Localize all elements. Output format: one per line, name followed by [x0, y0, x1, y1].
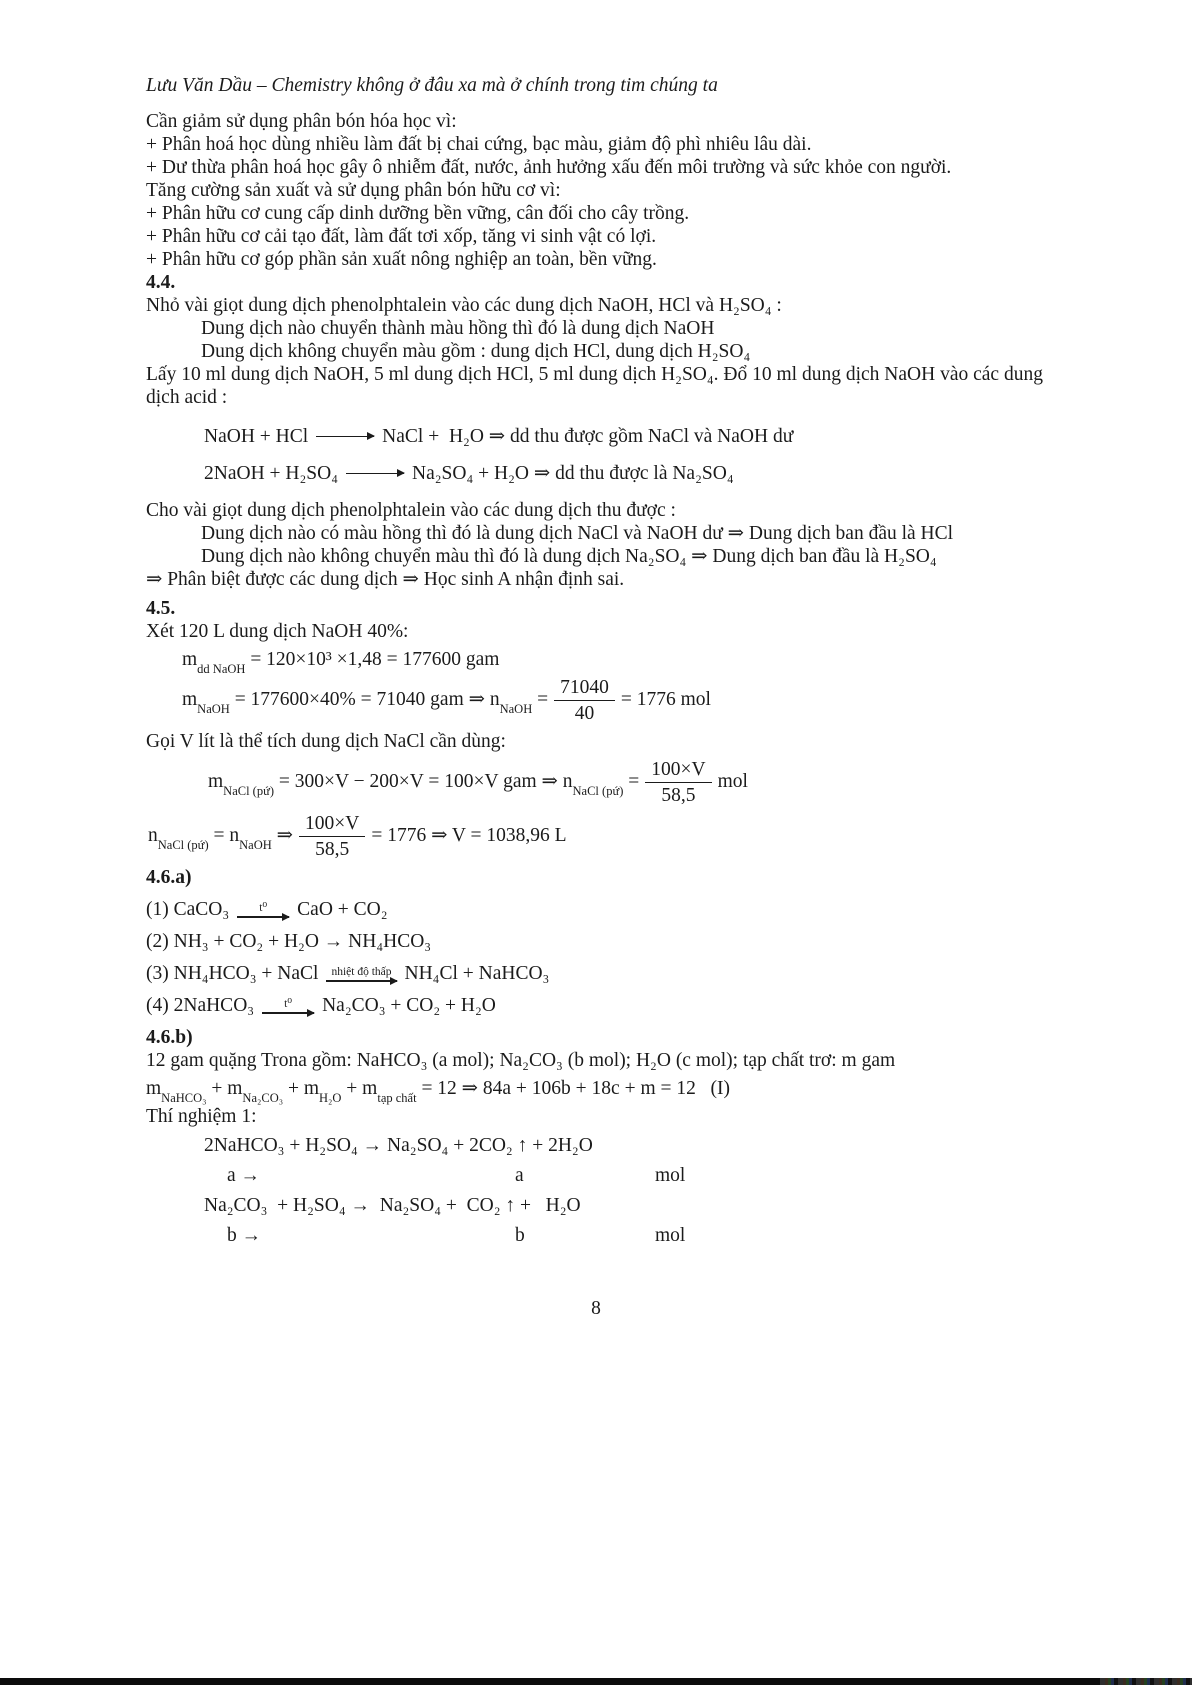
- formula-symbol: n: [148, 824, 158, 846]
- formula-body: = 120×10³ ×1,48 = 177600 gam: [245, 649, 500, 670]
- equation-na2co3-h2so4: Na₂CO₃ + H₂SO₄ → Na₂SO₄ + CO₂ ↑ + H₂O: [204, 1195, 581, 1216]
- formula-subscript: NaCl (pứ): [157, 837, 209, 852]
- reaction-arrow-icon: [237, 902, 289, 918]
- stoich-cell: a →: [227, 1165, 261, 1186]
- formula-body: mol: [717, 770, 748, 792]
- formula-body: = 1776 mol: [620, 688, 711, 710]
- paragraph-trona: 12 gam quặng Trona gồm: NaHCO₃ (a mol); Na₂CO₃ (b mol); H₂O (c mol); tạp chất trơ: m gam: [146, 1050, 896, 1071]
- arrow-condition-label: t⁰: [284, 997, 292, 1010]
- equation-left: NaOH + HCl: [204, 426, 309, 447]
- formula-subscript: NaOH: [239, 837, 272, 852]
- equation-right: Na₂SO₄ + H₂O ⇒ dd thu được là Na₂SO₄: [412, 463, 734, 484]
- equation-nahco3-h2so4: 2NaHCO₃ + H₂SO₄ → Na₂SO₄ + 2CO₂ ↑ + 2H₂O: [204, 1135, 593, 1156]
- paragraph: Lấy 10 ml dung dịch NaOH, 5 ml dung dịch HCl, 5 ml dung dịch H₂SO₄. Đổ 10 ml dung dịch NaOH vào các dung dịch acid :: [146, 364, 1048, 408]
- paragraph-bullet: + Phân hữu cơ cải tạo đất, làm đất tơi xốp, tăng vi sinh vật có lợi.: [146, 226, 657, 247]
- reaction-arrow-icon: [346, 473, 404, 474]
- equation-right: CaO + CO₂: [297, 899, 388, 920]
- formula-mass-balance: [146, 1077, 1080, 1105]
- section-heading-4-6-b: 4.6.b): [146, 1027, 193, 1048]
- paragraph: Nhỏ vài giọt dung dịch phenolphtalein vào các dung dịch NaOH, HCl và H₂SO₄ :: [146, 295, 782, 316]
- formula-subscript: NaCl (pứ): [572, 783, 624, 798]
- paragraph-organic-fertilizer: Tăng cường sản xuất và sử dụng phân bón hữu cơ vì:: [146, 180, 561, 201]
- paragraph-indented: Dung dịch không chuyển màu gồm : dung dịch HCl, dung dịch H₂SO₄: [201, 341, 751, 362]
- reaction-arrow-icon: [326, 966, 396, 982]
- formula-body: = 177600×40% = 71040 gam ⇒ n: [229, 688, 500, 710]
- formula-body: = 300×V − 200×V = 100×V gam ⇒ n: [274, 770, 573, 792]
- formula-subscript: NaOH: [499, 701, 533, 716]
- formula-symbol: m: [182, 688, 198, 710]
- paragraph-experiment-1: Thí nghiệm 1:: [146, 1106, 257, 1127]
- equation-left: 2NaOH + H₂SO₄: [204, 463, 339, 484]
- formula-body: =: [623, 770, 640, 792]
- fraction-numerator: 100×V: [645, 758, 711, 783]
- reaction-2: (2) NH₃ + CO₂ + H₂O → NH₄HCO₃: [146, 931, 432, 952]
- paragraph: Cho vài giọt dung dịch phenolphtalein vào các dung dịch thu được :: [146, 500, 676, 521]
- formula-symbol: m: [146, 1078, 162, 1099]
- stoich-cell: b →: [227, 1225, 262, 1246]
- paragraph: Gọi V lít là thể tích dung dịch NaCl cần dùng:: [146, 731, 506, 752]
- stoich-cell: mol: [655, 1225, 686, 1246]
- stoich-cell: a: [515, 1165, 524, 1186]
- formula-body: + m: [283, 1078, 319, 1099]
- reaction-arrow-icon: [316, 436, 374, 437]
- paragraph-bullet: + Dư thừa phân hoá học gây ô nhiễm đất, nước, ảnh hưởng xấu đến môi trường và sức khỏe con người.: [146, 157, 952, 178]
- formula-body: = n: [208, 824, 240, 846]
- equation-naoh-hcl: [146, 425, 1080, 448]
- formula-symbol: m: [208, 770, 224, 792]
- stoich-row-b: [146, 1224, 1080, 1247]
- footer-bar-artifacts: [1100, 1678, 1192, 1685]
- fraction: [645, 758, 711, 807]
- equation-right: Na₂CO₃ + CO₂ + H₂O: [322, 995, 496, 1016]
- formula-subscript: tạp chất: [377, 1090, 417, 1105]
- formula-mol-balance: [146, 812, 1080, 861]
- formula-mol-naoh: [146, 676, 1080, 725]
- formula-body: + m: [341, 1078, 378, 1099]
- reaction-arrow-icon: [262, 998, 314, 1014]
- fraction-denominator: 58,5: [315, 839, 350, 860]
- formula-subscript: NaHCO₃: [161, 1090, 207, 1105]
- fraction-denominator: 40: [574, 703, 595, 724]
- formula-mass-nacl: [146, 758, 1080, 807]
- reaction-4: [146, 994, 1080, 1017]
- paragraph: Xét 120 L dung dịch NaOH 40%:: [146, 621, 409, 642]
- equation-naoh-h2so4: [146, 462, 1080, 485]
- section-heading-4-4: 4.4.: [146, 272, 176, 293]
- equation-left: (4) 2NaHCO₃: [146, 995, 255, 1016]
- fraction: [554, 676, 615, 725]
- arrow-condition-label: nhiệt độ thấp: [331, 965, 392, 978]
- formula-subscript: NaOH: [197, 701, 230, 716]
- formula-body: = 1776 ⇒ V = 1038,96 L: [371, 824, 567, 846]
- paragraph-reduce-fertilizer: Cần giảm sử dụng phân bón hóa học vì:: [146, 111, 457, 132]
- formula-symbol: m: [182, 649, 198, 670]
- section-heading-4-6-a: 4.6.a): [146, 867, 192, 888]
- fraction: [299, 812, 365, 861]
- paragraph-conclusion: ⇒ Phân biệt được các dung dịch ⇒ Học sinh A nhận định sai.: [146, 569, 625, 590]
- document-header: Lưu Văn Dầu – Chemistry không ở đâu xa mà ở chính trong tim chúng ta: [146, 75, 718, 96]
- formula-subscript: Na₂CO₃: [242, 1090, 284, 1105]
- formula-body: = 12 ⇒ 84a + 106b + 18c + m = 12 (I): [416, 1078, 730, 1099]
- footer-bar: [0, 1678, 1192, 1685]
- formula-subscript: NaCl (pứ): [223, 783, 275, 798]
- fraction-denominator: 58,5: [661, 785, 696, 806]
- stoich-cell: b: [515, 1225, 525, 1246]
- reaction-3: [146, 962, 1080, 985]
- fraction-numerator: 71040: [554, 676, 615, 701]
- paragraph-indented: Dung dịch nào có màu hồng thì đó là dung dịch NaCl và NaOH dư ⇒ Dung dịch ban đầu là HCl: [201, 523, 954, 544]
- equation-right: NH₄Cl + NaHCO₃: [404, 963, 550, 984]
- arrow-condition-label: t⁰: [259, 901, 268, 914]
- formula-body: ⇒: [271, 824, 293, 846]
- formula-body: =: [532, 688, 549, 710]
- paragraph-bullet: + Phân hoá học dùng nhiều làm đất bị chai cứng, bạc màu, giảm độ phì nhiêu lâu dài.: [146, 134, 812, 155]
- reaction-1: [146, 898, 1080, 921]
- equation-left: (1) CaCO₃: [146, 899, 230, 920]
- stoich-row-a: [146, 1164, 1080, 1187]
- section-heading-4-5: 4.5.: [146, 598, 176, 619]
- page-number: 8: [591, 1298, 601, 1319]
- fraction-numerator: 100×V: [299, 812, 365, 837]
- paragraph-bullet: + Phân hữu cơ cung cấp dinh dưỡng bền vững, cân đối cho cây trồng.: [146, 203, 690, 224]
- formula-body: + m: [206, 1078, 243, 1099]
- paragraph-indented: Dung dịch nào chuyển thành màu hồng thì đó là dung dịch NaOH: [201, 318, 715, 339]
- formula-mass-dd-naoh: [146, 648, 1080, 676]
- formula-subscript: dd NaOH: [197, 661, 246, 676]
- stoich-cell: mol: [655, 1165, 686, 1186]
- equation-right: NaCl + H₂O ⇒ dd thu được gồm NaCl và NaOH dư: [382, 426, 794, 447]
- equation-left: (3) NH₄HCO₃ + NaCl: [146, 963, 319, 984]
- paragraph-indented: Dung dịch nào không chuyển màu thì đó là dung dịch Na₂SO₄ ⇒ Dung dịch ban đầu là H₂SO₄: [201, 546, 937, 567]
- formula-subscript: H₂O: [319, 1090, 342, 1105]
- paragraph-bullet: + Phân hữu cơ góp phần sản xuất nông nghiệp an toàn, bền vững.: [146, 249, 657, 270]
